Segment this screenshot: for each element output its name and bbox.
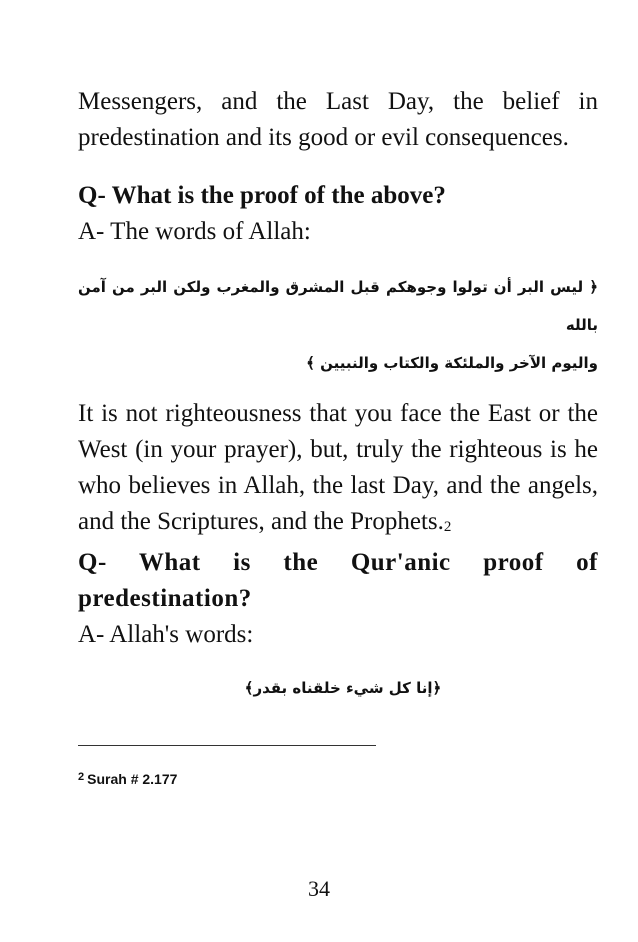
footnote-text: Surah # 2.177 — [87, 771, 178, 787]
footnote-number: 2 — [78, 771, 85, 783]
arabic-verse-line-2: واليوم الآخر والملئكة والكتاب والنبيين ﴾ — [306, 354, 598, 372]
answer-words-of-allah: A- The words of Allah: — [78, 218, 311, 245]
arabic-verse-righteousness — [78, 268, 598, 382]
footnote — [78, 771, 177, 787]
translation-text: It is not righteousness that you face the East or the West (in your prayer), but, truly the righteous is he who believes in Allah, the last Day, and the angels, and the Scriptures, and the Prophets. — [78, 400, 598, 535]
page-number: 34 — [308, 876, 330, 901]
page-body — [78, 84, 598, 697]
arabic-verse-line-1: ﴿ ليس البر أن تولوا وجوهكم قبل المشرق والمغرب ولكن البر من آمن بالله — [78, 278, 598, 334]
question-proof-above: Q- What is the proof of the above? — [78, 182, 446, 209]
paragraph-translation — [78, 396, 598, 545]
answer-allahs-words: A- Allah's words: — [78, 621, 254, 648]
footnote-reference: 2 — [443, 519, 452, 535]
question-predestination-proof: Q- What is the Qur'anic proof of predestination? — [78, 549, 598, 612]
paragraph-intro: Messengers, and the Last Day, the belief in predestination and its good or evil consequences. — [78, 88, 598, 151]
footnote-divider — [78, 745, 376, 746]
arabic-verse-predestination: ﴿إنا كل شيء خلقناه بقدر﴾ — [244, 679, 442, 697]
